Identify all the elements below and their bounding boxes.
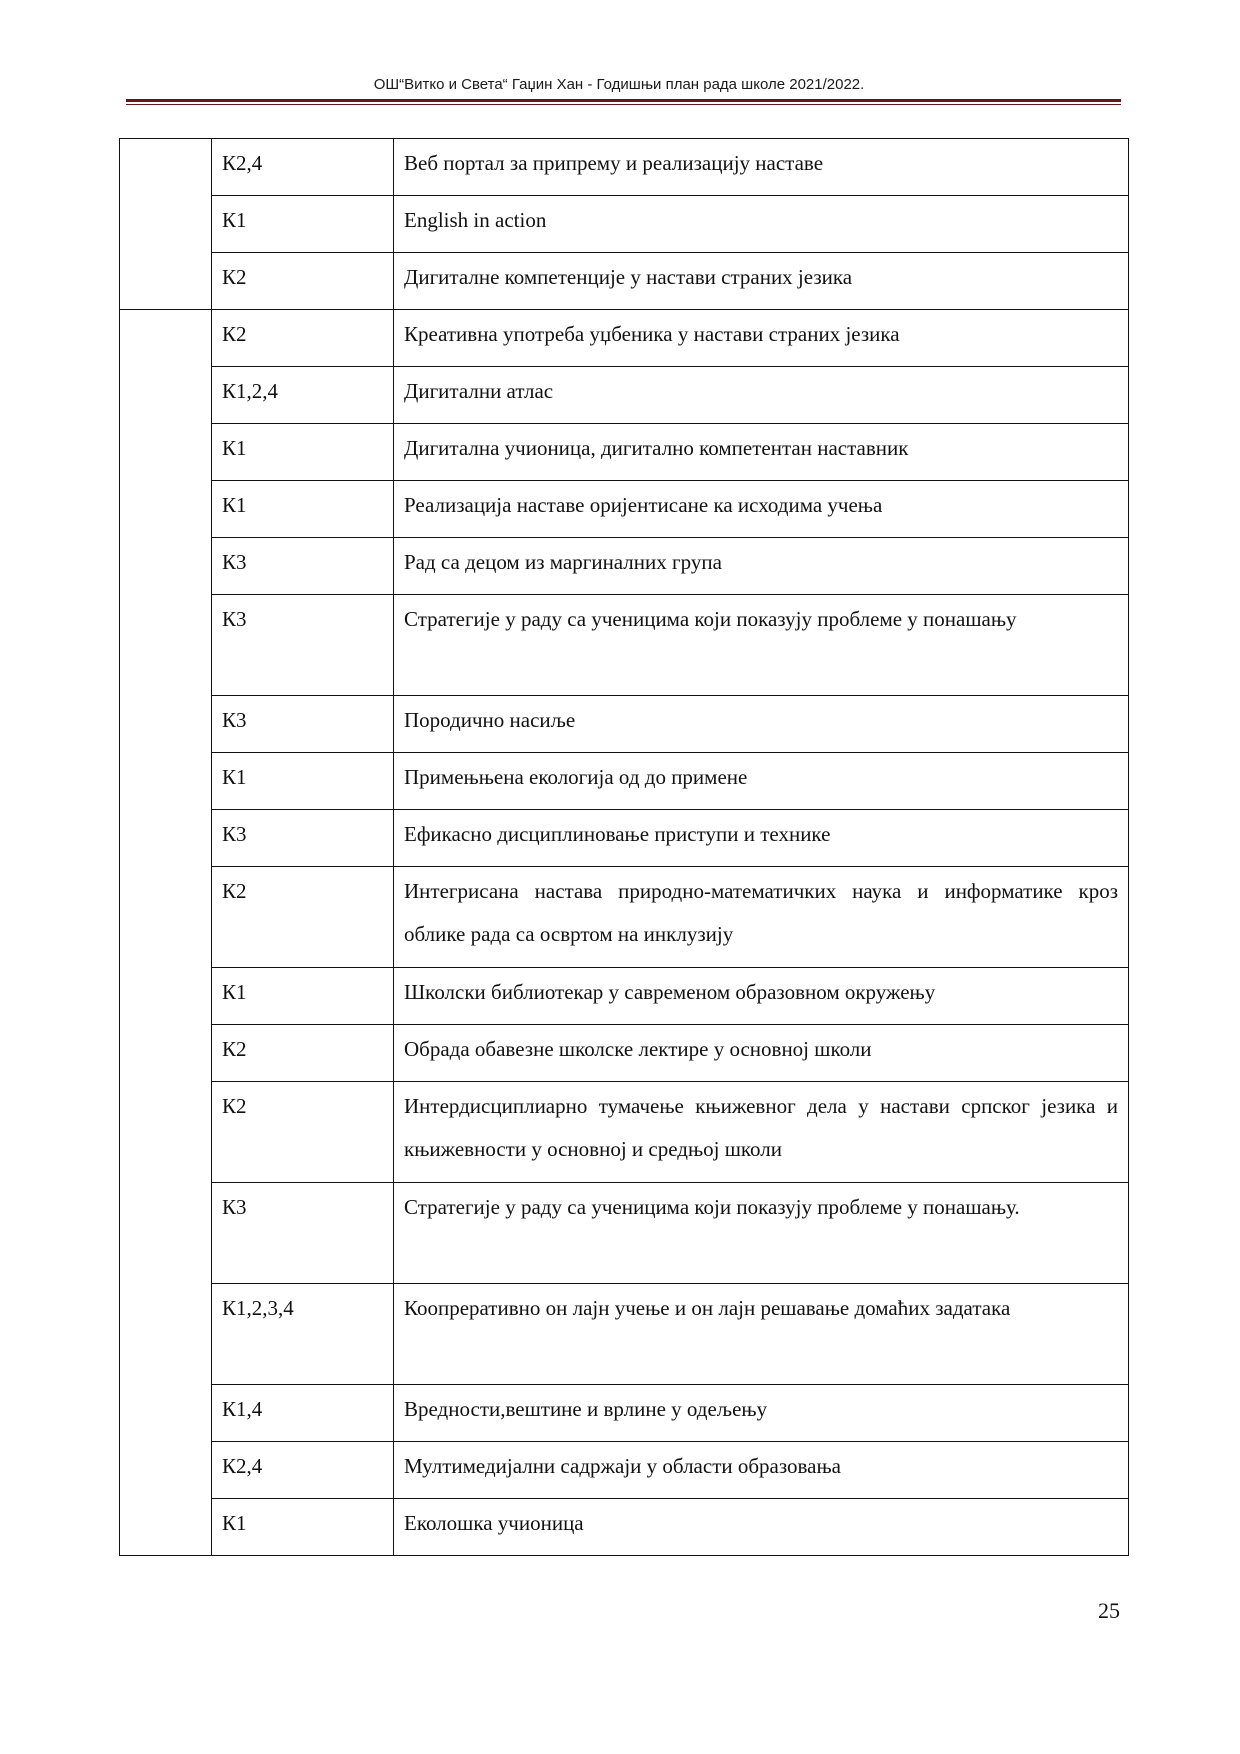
- table-row: [120, 310, 1129, 367]
- table-row: [120, 1385, 1129, 1442]
- group-cell: [120, 310, 212, 1556]
- training-title-cell: Дигитална учионица, дигитално компетентан наставник: [394, 424, 1129, 481]
- table-row: [120, 753, 1129, 810]
- table-row: [120, 595, 1129, 696]
- competence-cell: К1: [212, 196, 394, 253]
- competence-cell: К2: [212, 867, 394, 968]
- competence-cell: К2,4: [212, 1442, 394, 1499]
- competence-cell: К1: [212, 753, 394, 810]
- competence-cell: К1,2,4: [212, 367, 394, 424]
- training-title-cell: Породично насиље: [394, 696, 1129, 753]
- competence-cell: К3: [212, 810, 394, 867]
- table-row: [120, 1499, 1129, 1556]
- competence-cell: К2: [212, 253, 394, 310]
- training-title-cell: Креативна употреба уџбеника у настави страних језика: [394, 310, 1129, 367]
- competence-cell: К3: [212, 696, 394, 753]
- page-header: ОШ“Витко и Света“ Гаџин Хан - Годишњи план рада школе 2021/2022.: [373, 76, 865, 93]
- table-row: [120, 1183, 1129, 1284]
- competence-cell: К1: [212, 968, 394, 1025]
- table-row: [120, 367, 1129, 424]
- training-title-cell: Реализација наставе оријентисане ка исходима учења: [394, 481, 1129, 538]
- competence-cell: К3: [212, 595, 394, 696]
- competence-cell: К1: [212, 481, 394, 538]
- competence-cell: К1: [212, 1499, 394, 1556]
- competence-cell: К2: [212, 310, 394, 367]
- training-title-cell: Стратегије у раду са ученицима који показују проблеме у понашању.: [394, 1183, 1129, 1284]
- training-title-cell: Школски библиотекар у савременом образовном окружењу: [394, 968, 1129, 1025]
- training-title-cell: Дигитални атлас: [394, 367, 1129, 424]
- training-title-cell: Стратегије у раду са ученицима који показују проблеме у понашању: [394, 595, 1129, 696]
- competence-cell: К2: [212, 1025, 394, 1082]
- training-title-cell: Еколошка учионица: [394, 1499, 1129, 1556]
- table-row: [120, 810, 1129, 867]
- table-row: [120, 481, 1129, 538]
- table-row: [120, 196, 1129, 253]
- table-row: [120, 538, 1129, 595]
- training-table: [119, 138, 1129, 1556]
- table-row: [120, 424, 1129, 481]
- table-row: [120, 1442, 1129, 1499]
- training-title-cell: Коопреративно он лајн учење и он лајн решавање домаћих задатака: [394, 1284, 1129, 1385]
- table-row: [120, 253, 1129, 310]
- table-row: [120, 968, 1129, 1025]
- training-title-cell: Интердисциплиарно тумачење књижевног дела у настави српског језика и књижевности у основној и средњој школи: [394, 1082, 1129, 1183]
- training-title-cell: Мултимедијални садржаји у области образовања: [394, 1442, 1129, 1499]
- table-row: [120, 1082, 1129, 1183]
- header-rule: [126, 99, 1121, 105]
- competence-cell: К1,2,3,4: [212, 1284, 394, 1385]
- training-title-cell: Ефикасно дисциплиновање приступи и технике: [394, 810, 1129, 867]
- competence-cell: К1,4: [212, 1385, 394, 1442]
- training-title-cell: Интегрисана настава природно-математичких наука и информатике кроз облике рада са освртом на инклузију: [394, 867, 1129, 968]
- group-cell: [120, 139, 212, 310]
- training-title-cell: English in action: [394, 196, 1129, 253]
- competence-cell: К3: [212, 1183, 394, 1284]
- competence-cell: К1: [212, 424, 394, 481]
- training-title-cell: Примењњена екологија од до примене: [394, 753, 1129, 810]
- table-row: [120, 1284, 1129, 1385]
- training-title-cell: Обрада обавезне школске лектире у основној школи: [394, 1025, 1129, 1082]
- competence-cell: К3: [212, 538, 394, 595]
- table-row: [120, 139, 1129, 196]
- competence-cell: К2: [212, 1082, 394, 1183]
- competence-cell: К2,4: [212, 139, 394, 196]
- table-row: [120, 696, 1129, 753]
- table-row: [120, 867, 1129, 968]
- training-title-cell: Дигиталне компетенције у настави страних језика: [394, 253, 1129, 310]
- training-title-cell: Вредности,вештине и врлине у одељењу: [394, 1385, 1129, 1442]
- training-title-cell: Рад са децом из маргиналних група: [394, 538, 1129, 595]
- table-row: [120, 1025, 1129, 1082]
- page-number: 25: [1098, 1598, 1120, 1623]
- table-body: [120, 139, 1129, 1556]
- training-title-cell: Веб портал за припрему и реализацију наставе: [394, 139, 1129, 196]
